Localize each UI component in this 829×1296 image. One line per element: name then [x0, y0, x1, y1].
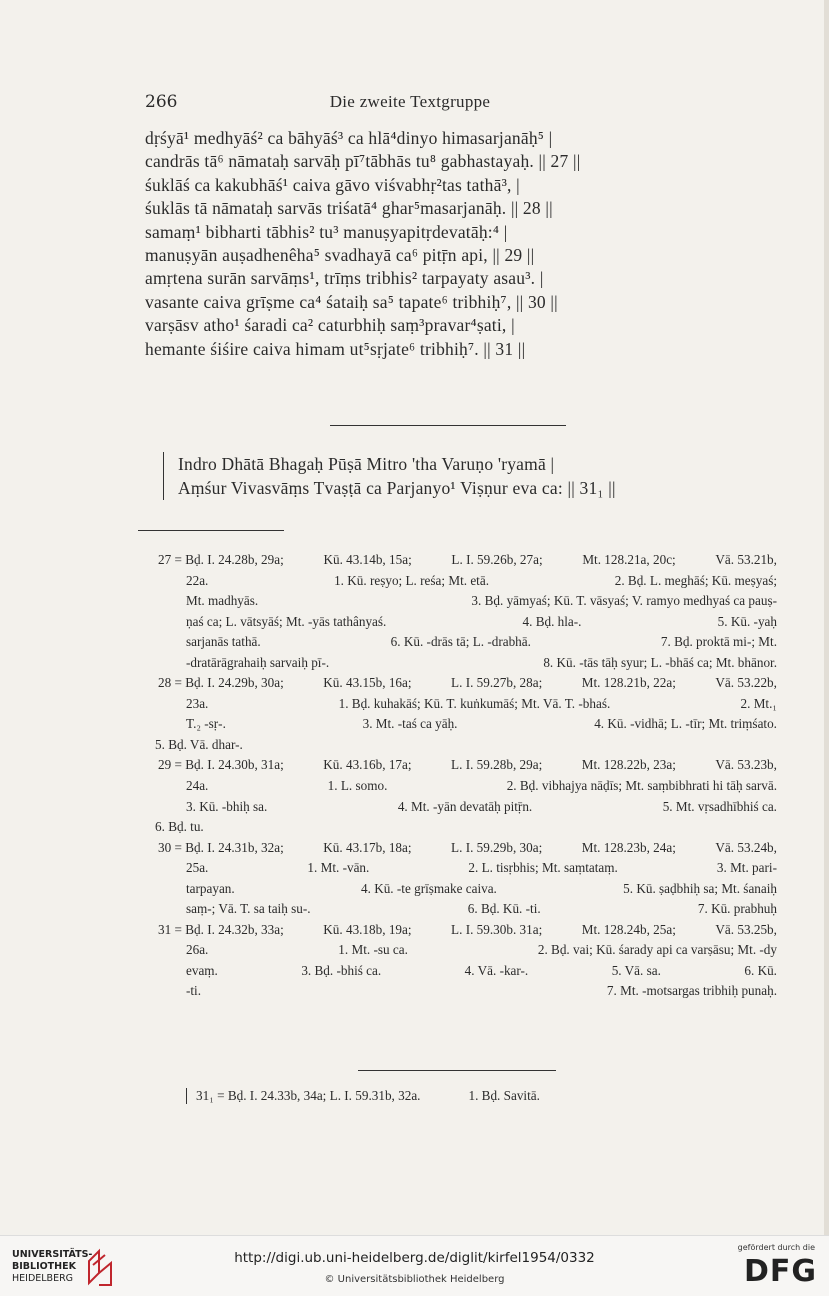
apparatus-line [155, 612, 777, 633]
verse-line: candrās tā⁶ nāmataḥ sarvāḥ pī⁷tābhās tu⁸ gabhastayaḥ. || 27 || [145, 151, 581, 172]
page-edge [824, 0, 829, 1235]
apparatus-entry: 1. Mt. -vān. [307, 860, 370, 876]
apparatus-entry: 30 = Bḍ. I. 24.31b, 32a; [158, 839, 284, 855]
digitization-footer [0, 1235, 829, 1296]
apparatus-entry: 3. Mt. -taś ca yāḥ. [362, 716, 458, 732]
apparatus-entry: 5. Vā. sa. [611, 962, 661, 978]
apparatus-line [155, 797, 777, 818]
apparatus-entry: 6. Bḍ. Kū. -ti. [467, 901, 541, 917]
footnote-divider [138, 530, 284, 531]
apparatus-entry: Vā. 53.21b, [715, 552, 777, 567]
apparatus-entry: Mt. 128.21b, 22a; [581, 675, 676, 691]
apparatus-line [155, 694, 777, 715]
apparatus-entry: L. I. 59.29b, 30a; [451, 839, 543, 855]
apparatus-entry: Kū. 43.16b, 17a; [323, 757, 412, 773]
apparatus-line [155, 735, 777, 756]
apparatus-entry: 2. Bḍ. vai; Kū. śarady api ca varṣāsu; Mt. -dy [537, 942, 777, 958]
apparatus-entry: Kū. 43.18b, 19a; [323, 921, 412, 937]
apparatus-entry: 7. Kū. prabhuḥ [697, 901, 777, 917]
apparatus-entry: 3. Mt. pari- [716, 860, 777, 876]
apparatus-entry: 1. Kū. reṣyo; L. reśa; Mt. etā. [334, 572, 489, 588]
apparatus-entry: evaṃ. [186, 962, 218, 978]
inserted-verse [163, 452, 616, 500]
apparatus-entry: 2. Mt.₁ [740, 695, 777, 711]
insert-line: Indro Dhātā Bhagaḥ Pūṣā Mitro 'tha Varuṇo 'ryamā | [178, 454, 555, 474]
apparatus-line [155, 755, 777, 776]
apparatus-entry: 4. Mt. -yān devatāḥ pitṝn. [397, 798, 533, 814]
apparatus-entry: 2. Bḍ. L. meghāś; Kū. meṣyaś; [614, 572, 777, 588]
apparatus-entry: 2. L. tisṛbhis; Mt. saṃtataṃ. [468, 860, 618, 876]
apparatus-line [155, 591, 777, 612]
verse-line: śuklāś ca kakubhāś¹ caiva gāvo viśvabhṛ²tas tathā³, | [145, 174, 520, 195]
apparatus-line [155, 776, 777, 797]
apparatus-entry: 3. Bḍ. yāmyaś; Kū. T. vāsyaś; V. ramyo medhyaś ca pauṣ- [471, 593, 777, 609]
apparatus-entry: 4. Kū. -vidhā; L. -tīr; Mt. triṃśato. [594, 716, 777, 732]
page-number: 266 [145, 92, 178, 112]
verse-line: śuklās tā nāmataḥ sarvās triśatā⁴ ghar⁵masarjanāḥ. || 28 || [145, 198, 553, 219]
apparatus-entry: Mt. madhyās. [186, 593, 259, 609]
apparatus-entry: 6. Kū. -drās tā; L. -drabhā. [390, 634, 531, 650]
additional-note [186, 1088, 540, 1104]
apparatus-entry: 31 = Bḍ. I. 24.32b, 33a; [158, 921, 284, 937]
library-name-line: BIBLIOTHEK [12, 1261, 76, 1272]
apparatus-line [155, 940, 777, 961]
apparatus-line [155, 858, 777, 879]
verse-line: hemante śiśire caiva himam ut⁵sṛjate⁶ tribhiḥ⁷. || 31 || [145, 338, 526, 359]
apparatus-entry: 1. Mt. -su ca. [338, 942, 408, 958]
apparatus-entry: 6. Kū. [744, 962, 777, 978]
apparatus-entry: Kū. 43.15b, 16a; [323, 675, 412, 691]
apparatus-entry: Vā. 53.25b, [715, 921, 777, 937]
verse-line: manuṣyān auṣadhenêha⁵ svadhayā ca⁶ pitṝn api, || 29 || [145, 245, 535, 266]
critical-apparatus [155, 550, 777, 1002]
apparatus-entry: 24a. [186, 778, 209, 794]
apparatus-entry: Vā. 53.24b, [715, 839, 777, 855]
verse-line: samaṃ¹ bibharti tābhis² tu³ manuṣyapitṛdevatāḥ:⁴ | [145, 221, 508, 242]
apparatus-entry: 2. Bḍ. vibhajya nāḍīs; Mt. saṃbibhrati hi tāḥ sarvā. [506, 778, 777, 794]
apparatus-entry: 3. Bḍ. -bhiś ca. [301, 962, 382, 978]
insert-line: Aṃśur Vivasvāṃs Tvaṣṭā ca Parjanyo¹ Viṣṇur eva ca: || 31₁ || [178, 478, 616, 498]
verse-line: varṣāsv atho¹ śaradi ca² caturbhiḥ saṃ³pravar⁴ṣati, | [145, 315, 515, 336]
apparatus-line [155, 981, 777, 1002]
library-name-line: UNIVERSITÄTS- [12, 1249, 93, 1260]
apparatus-line [155, 714, 777, 735]
apparatus-line [155, 879, 777, 900]
verse-line: amṛtena surān sarvāṃs¹, trīṃs tribhis² tarpayaty asau³. | [145, 268, 544, 289]
apparatus-entry: ṇaś ca; L. vātsyāś; Mt. -yās tathânyaś. [186, 613, 387, 629]
section-divider [330, 425, 566, 426]
apparatus-entry: 8. Kū. -tās tāḥ syur; L. -bhāś ca; Mt. bhānor. [543, 654, 777, 670]
apparatus-entry: 25a. [186, 860, 209, 876]
apparatus-entry: 5. Bḍ. Vā. dhar-. [155, 736, 243, 752]
apparatus-line [155, 961, 777, 982]
apparatus-line [155, 899, 777, 920]
apparatus-entry: 4. Bḍ. hla-. [522, 613, 582, 629]
apparatus-entry: saṃ-; Vā. T. sa taiḥ su-. [186, 901, 311, 917]
apparatus-entry: 29 = Bḍ. I. 24.30b, 31a; [158, 757, 284, 773]
apparatus-entry: 28 = Bḍ. I. 24.29b, 30a; [158, 675, 284, 691]
apparatus-entry: 3. Kū. -bhiḥ sa. [186, 798, 268, 814]
apparatus-entry: 27 = Bḍ. I. 24.28b, 29a; [158, 552, 284, 567]
apparatus-line [155, 817, 777, 838]
apparatus-entry: T.₂ -sṛ-. [186, 716, 226, 732]
apparatus-entry: Vā. 53.22b, [715, 675, 777, 691]
apparatus-entry: 6. Bḍ. tu. [155, 819, 204, 835]
apparatus-line [155, 571, 777, 592]
apparatus-line [155, 673, 777, 694]
apparatus-entry: 1. L. somo. [327, 778, 388, 794]
apparatus-line [155, 653, 777, 674]
apparatus-entry: 5. Kū. -yaḥ [717, 613, 777, 629]
apparatus-entry: -ti. [186, 983, 202, 999]
apparatus-entry: tarpayan. [186, 880, 235, 896]
verse-line: vasante caiva grīṣme ca⁴ śataiḥ sa⁵ tapate⁶ tribhiḥ⁷, || 30 || [145, 291, 558, 312]
apparatus-entry: 7. Mt. -motsargas tribhiḥ punaḥ. [606, 983, 777, 999]
additional-note-ref: 31₁ = Bḍ. I. 24.33b, 34a; L. I. 59.31b, 32a. [196, 1088, 421, 1103]
apparatus-line [155, 838, 777, 859]
apparatus-entry: L. I. 59.27b, 28a; [451, 675, 543, 691]
apparatus-entry: L. I. 59.28b, 29a; [451, 757, 543, 773]
apparatus-entry: 4. Vā. -kar-. [464, 962, 529, 978]
apparatus-entry: L. I. 59.30b. 31a; [451, 921, 543, 937]
apparatus-line [155, 550, 777, 571]
apparatus-entry: Mt. 128.23b, 24a; [581, 839, 676, 855]
apparatus-divider [358, 1070, 556, 1071]
apparatus-entry: sarjanās tathā. [186, 634, 261, 650]
copyright-notice: © Universitätsbibliothek Heidelberg [324, 1274, 505, 1285]
verse-line: dṛśyā¹ medhyāś² ca bāhyāś³ ca hlā⁴dinyo himasarjanāḥ⁵ | [145, 128, 553, 148]
apparatus-entry: L. I. 59.26b, 27a; [451, 552, 543, 567]
permalink-url[interactable]: http://digi.ub.uni-heidelberg.de/diglit/kirfel1954/0332 [234, 1250, 595, 1266]
apparatus-entry: Mt. 128.22b, 23a; [581, 757, 676, 773]
funded-by-label: gefördert durch die [737, 1243, 815, 1252]
library-name-line: HEIDELBERG [12, 1273, 74, 1284]
apparatus-entry: 23a. [186, 695, 209, 711]
dfg-logo[interactable]: DFG [743, 1254, 817, 1289]
running-title: Die zweite Textgruppe [329, 92, 491, 111]
apparatus-line [155, 632, 777, 653]
apparatus-entry: Vā. 53.23b, [715, 757, 777, 773]
apparatus-entry: -dratārāgrahaiḥ sarvaiḥ pī-. [186, 654, 330, 670]
apparatus-entry: 5. Kū. ṣaḍbhiḥ sa; Mt. śanaiḥ [623, 880, 777, 896]
apparatus-entry: Mt. 128.24b, 25a; [581, 921, 676, 937]
apparatus-entry: Kū. 43.14b, 15a; [323, 552, 412, 567]
apparatus-entry: 1. Bḍ. kuhakāś; Kū. T. kuṅkumāś; Mt. Vā. T. -bhaś. [338, 695, 611, 711]
apparatus-entry: 7. Bḍ. proktā mi-; Mt. [660, 634, 777, 650]
apparatus-line [155, 920, 777, 941]
apparatus-entry: 4. Kū. -te grīṣmake caiva. [361, 880, 497, 896]
apparatus-entry: 26a. [186, 942, 209, 958]
apparatus-entry: Kū. 43.17b, 18a; [323, 839, 412, 855]
apparatus-entry: 22a. [186, 572, 209, 588]
additional-note-text: 1. Bḍ. Savitā. [468, 1088, 540, 1103]
apparatus-entry: 5. Mt. vṛsadhībhiś ca. [662, 798, 777, 814]
verse-block [145, 127, 580, 361]
apparatus-entry: Mt. 128.21a, 20c; [582, 552, 676, 567]
